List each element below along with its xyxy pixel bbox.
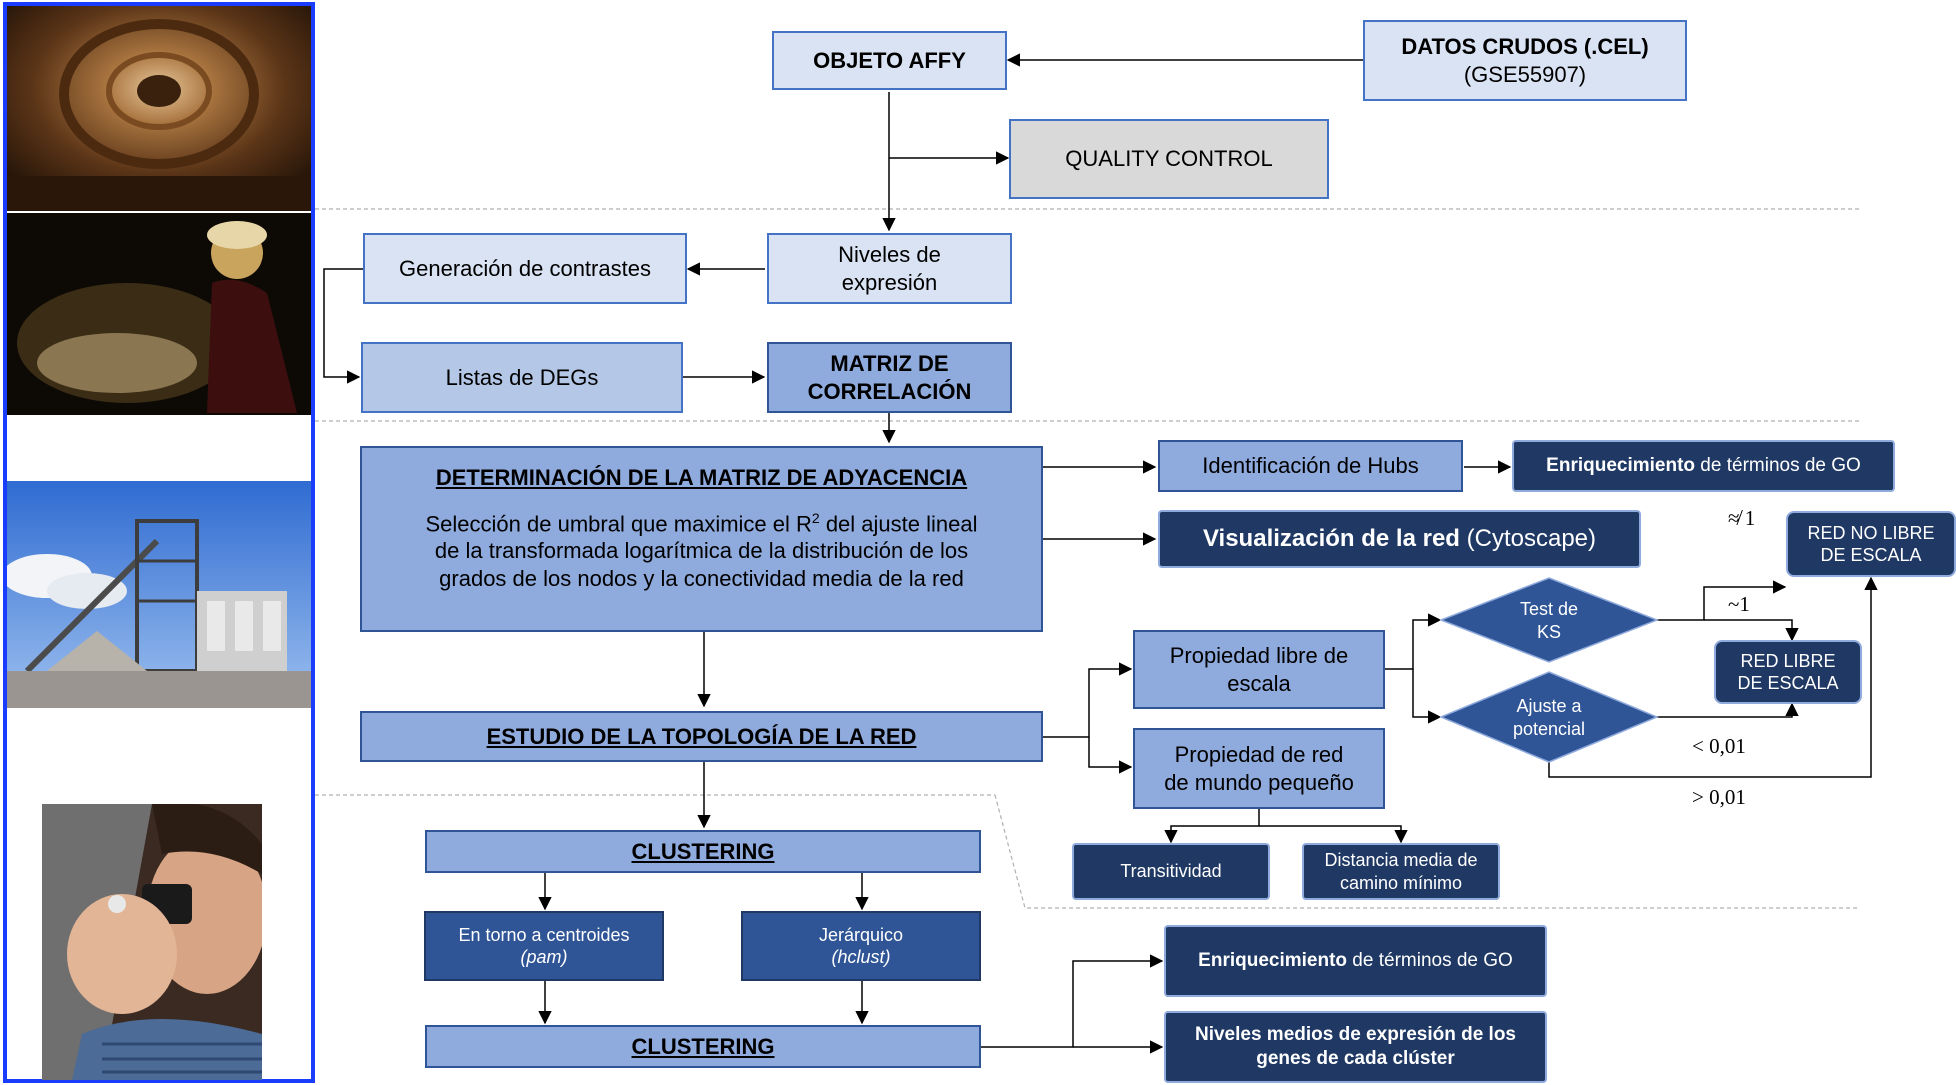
contrastes-label: Generación de contrastes [399,255,651,281]
distancia-line1: Distancia media de [1324,850,1478,870]
ks-line1: Test de [1519,599,1579,619]
power-fit-label [1489,695,1609,742]
quality-control-box [1009,119,1329,199]
go-enrichment-box-2 [1164,925,1547,997]
pot-line2: potencial [1512,719,1586,740]
adyacencia-line3: grados de los nodos y la conectividad media de la red [439,565,964,591]
distancia-box [1302,843,1500,900]
transitividad-box [1072,843,1270,900]
objeto-affy-label: OBJETO AFFY [813,47,966,73]
hclust-line2: (hclust) [831,947,891,967]
adyacencia-line1 [426,510,978,538]
label-approx-not-1: ≉ 1 [1728,506,1756,530]
matriz-line1: MATRIZ DE [830,351,949,376]
adyacencia-line2: de la transformada logarítmica de la distribución de los [434,538,969,564]
red-no-libre-box [1786,511,1956,577]
mundo-pequeno-line1: Propiedad de red [1174,742,1344,767]
degs-box [361,342,683,413]
visualizacion-box [1158,510,1641,568]
libre-escala-box [1133,630,1385,709]
hubs-box [1158,440,1463,492]
hubs-label: Identificación de Hubs [1202,453,1419,479]
hclust-line1: Jerárquico [818,924,904,945]
adyacencia-box [360,446,1043,632]
degs-label: Listas de DEGs [445,364,599,390]
label-lt-001: < 0,01 [1692,734,1746,758]
adyacencia-line1-b: del ajuste lineal [819,510,978,536]
datos-crudos-title: DATOS CRUDOS (.CEL) [1401,34,1649,59]
red-no-libre-line2: DE ESCALA [1820,545,1922,565]
go2-rest: de términos de GO [1347,950,1513,972]
niveles-medios-line2: genes de cada clúster [1256,1048,1455,1069]
go1-bold: Enriquecimiento [1546,455,1696,477]
niveles-expresion-box [767,233,1012,304]
niveles-medios-line1: Niveles medios de expresión de los [1194,1024,1516,1046]
vis-rest: (Cytoscape) [1459,525,1597,552]
go-enrichment-box-1 [1512,440,1895,492]
quality-control-label: QUALITY CONTROL [1065,146,1273,172]
transitividad-label: Transitividad [1120,861,1222,882]
red-libre-line2: DE ESCALA [1737,673,1839,693]
go2-bold: Enriquecimiento [1198,950,1348,972]
pam-box [424,911,664,981]
adyacencia-line1-sup: 2 [811,509,820,526]
topologia-label: ESTUDIO DE LA TOPOLOGÍA DE LA RED [486,723,917,749]
niveles-medios-box [1164,1011,1547,1083]
pam-line1: En torno a centroides [458,924,630,945]
clustering-bottom-box [425,1025,981,1068]
go1-rest: de términos de GO [1695,455,1861,477]
hclust-box [741,911,981,981]
pam-line2: (pam) [520,947,568,967]
clustering-top-box [425,830,981,873]
datos-crudos-box [1363,20,1687,101]
contrastes-box [363,233,687,304]
niveles-line1: Niveles de [838,242,941,267]
red-libre-box [1714,640,1862,704]
libre-escala-line1: Propiedad libre de [1169,643,1349,668]
niveles-line2: expresión [841,269,938,295]
pot-line1: Ajuste a [1516,696,1582,716]
label-approx-1: ~1 [1728,592,1750,616]
mundo-pequeno-line2: de mundo pequeño [1164,769,1354,795]
adyacencia-line1-a: Selección de umbral que maximice el R [425,510,812,536]
red-libre-line1: RED LIBRE [1740,650,1836,671]
topologia-box [360,711,1043,762]
ks-line2: KS [1536,622,1561,643]
clustering-bottom-label: CLUSTERING [631,1033,775,1059]
objeto-affy-box [772,31,1007,90]
datos-crudos-id: (GSE55907) [1463,61,1587,87]
clustering-top-label: CLUSTERING [631,838,775,864]
libre-escala-line2: escala [1227,670,1291,696]
distancia-line2: camino mínimo [1339,872,1463,893]
mundo-pequeno-box [1133,728,1385,809]
matriz-line2: CORRELACIÓN [807,378,972,404]
label-gt-001: > 0,01 [1692,785,1746,809]
adyacencia-title: DETERMINACIÓN DE LA MATRIZ DE ADYACENCIA [435,465,968,490]
red-no-libre-line1: RED NO LIBRE [1807,522,1935,543]
vis-bold: Visualización de la red [1202,525,1460,552]
matriz-correlacion-box [767,342,1012,413]
ks-test-label [1489,598,1609,645]
